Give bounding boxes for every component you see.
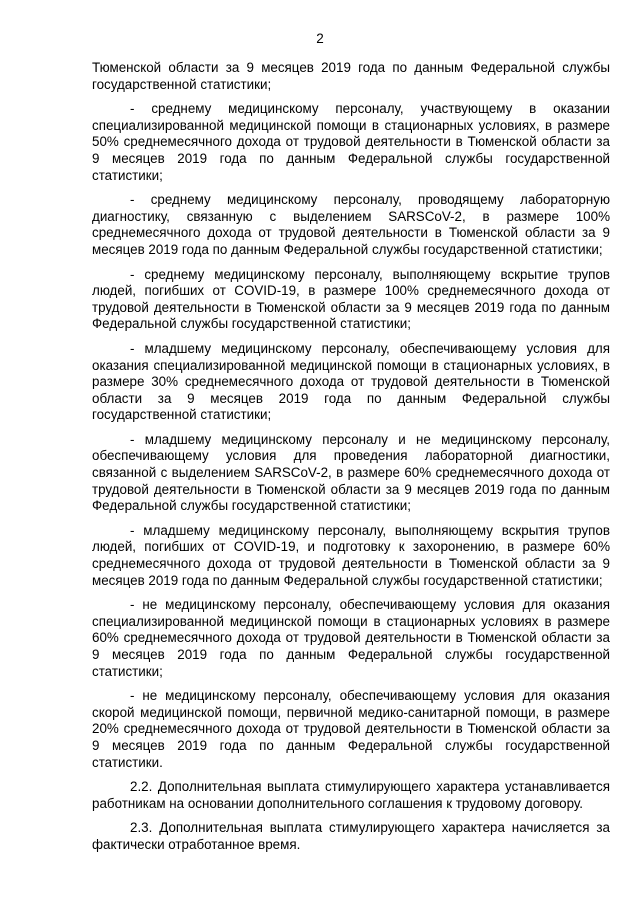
list-item-paragraph: - не медицинскому персоналу, обеспечивающему условия для оказания специализированной медицинской помощи в стационарных условиях в размере 60% среднемесячного дохода от трудовой деятельности в Тюменской области за 9 месяцев 2019 года по данным Федеральной службы государственной статистики; (92, 597, 610, 679)
document-body (92, 60, 610, 862)
list-item-paragraph: - младшему медицинскому персоналу, обеспечивающему условия для оказания специализированной медицинской помощи в стационарных условиях, в размере 30% среднемесячного дохода от трудовой деятельности в Тюменской области за 9 месяцев 2019 года по данным Федеральной службы государственной статистики; (92, 340, 610, 423)
list-item-paragraph: - среднему медицинскому персоналу, участвующему в оказании специализированной медицинской помощи в стационарных условиях, в размере 50% среднемесячного дохода от трудовой деятельности в Тюменской области за 9 месяцев 2019 года по данным Федеральной службы государственной статистики; (92, 101, 610, 183)
list-item-paragraph: - не медицинскому персоналу, обеспечивающему условия для оказания скорой медицинской помощи, первичной медико-санитарной помощи, в размере 20% среднемесячного дохода от трудовой деятельности в Тюменской области за 9 месяцев 2019 года по данным Федеральной службы государственной статистики. (92, 688, 610, 770)
list-item-paragraph: - среднему медицинскому персоналу, проводящему лабораторную диагностику, связанную с выделением SARSCoV-2, в размере 100% среднемесячного дохода от трудовой деятельности в Тюменской области за 9 месяцев 2019 года по данным Федеральной службы государственной статистики; (92, 192, 610, 257)
page-number: 2 (316, 31, 324, 46)
list-item-paragraph: - младшему медицинскому персоналу и не медицинскому персоналу, обеспечивающему условия для проведения лабораторной диагностики, связанной с выделением SARSCoV-2, в размере 60% среднемесячного дохода от трудовой деятельности в Тюменской области за 9 месяцев 2019 года по данным Федеральной службы государственной статистики; (92, 431, 610, 514)
list-item-paragraph: - среднему медицинскому персоналу, выполняющему вскрытие трупов людей, погибших от COVID-19, в размере 100% среднемесячного дохода от трудовой деятельности в Тюменской области за 9 месяцев 2019 года по данным Федеральной службы государственной статистики; (92, 266, 610, 332)
clause-paragraph-2-3: 2.3. Дополнительная выплата стимулирующего характера начисляется за фактически отработанное время. (92, 820, 610, 852)
paragraph-continuation: Тюменской области за 9 месяцев 2019 года по данным Федеральной службы государственной статистики; (92, 60, 610, 92)
clause-paragraph-2-2: 2.2. Дополнительная выплата стимулирующего характера устанавливается работникам на основании дополнительного соглашения к трудовому договору. (92, 779, 610, 811)
list-item-paragraph: - младшему медицинскому персоналу, выполняющему вскрытия трупов людей, погибших от COVID-19, и подготовку к захоронению, в размере 60% среднемесячного дохода от трудовой деятельности в Тюменской области за 9 месяцев 2019 года по данным Федеральной службы государственной статистики; (92, 522, 610, 588)
